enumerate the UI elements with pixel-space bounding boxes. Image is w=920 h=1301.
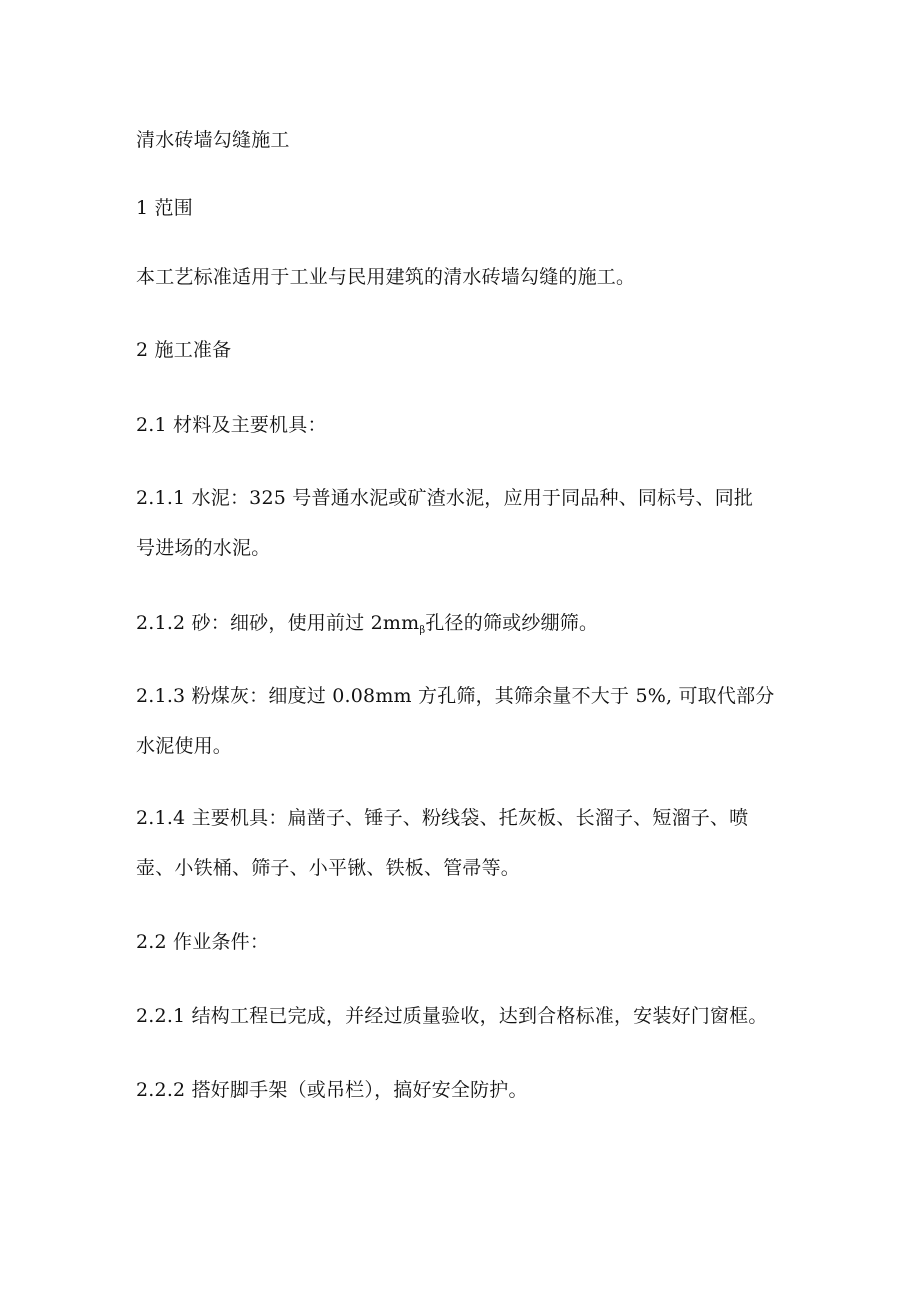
item-2-1-2-subscript: β — [419, 625, 426, 636]
section-1-heading: 1 范围 — [136, 197, 193, 219]
section-2-heading: 2 施工准备 — [136, 339, 232, 361]
item-2-1-4-line-2: 壶、小铁桶、筛子、小平锹、铁板、管帚等。 — [136, 857, 521, 879]
item-2-1-3-line-2: 水泥使用。 — [136, 735, 233, 757]
document-title: 清水砖墙勾缝施工 — [136, 129, 290, 151]
item-2-1-1-line-1: 2.1.1 水泥：325 号普通水泥或矿渣水泥，应用于同品种、同标号、同批 — [136, 487, 754, 509]
section-2-1-heading: 2.1 材料及主要机具： — [136, 414, 327, 436]
item-2-1-2 — [136, 611, 598, 643]
section-2-2-heading: 2.2 作业条件： — [136, 931, 270, 953]
item-2-2-2: 2.2.2 搭好脚手架（或吊栏），搞好安全防护。 — [136, 1079, 528, 1101]
section-1-body: 本工艺标准适用于工业与民用建筑的清水砖墙勾缝的施工。 — [136, 266, 636, 288]
item-2-1-4-line-1: 2.1.4 主要机具：扁凿子、锤子、粉线袋、托灰板、长溜子、短溜子、喷 — [136, 807, 749, 829]
item-2-1-3-line-1: 2.1.3 粉煤灰：细度过 0.08mm 方孔筛，其筛余量不大于 5%, 可取代部分 — [136, 685, 775, 707]
item-2-1-1-line-2: 号进场的水泥。 — [136, 537, 271, 559]
item-2-2-1: 2.2.1 结构工程已完成，并经过质量验收，达到合格标准，安装好门窗框。 — [136, 1005, 768, 1027]
item-2-1-2-text-b: 孔径的筛或纱绷筛。 — [425, 612, 599, 634]
item-2-1-2-text-a: 2.1.2 砂：细砂，使用前过 2mm — [136, 612, 420, 634]
